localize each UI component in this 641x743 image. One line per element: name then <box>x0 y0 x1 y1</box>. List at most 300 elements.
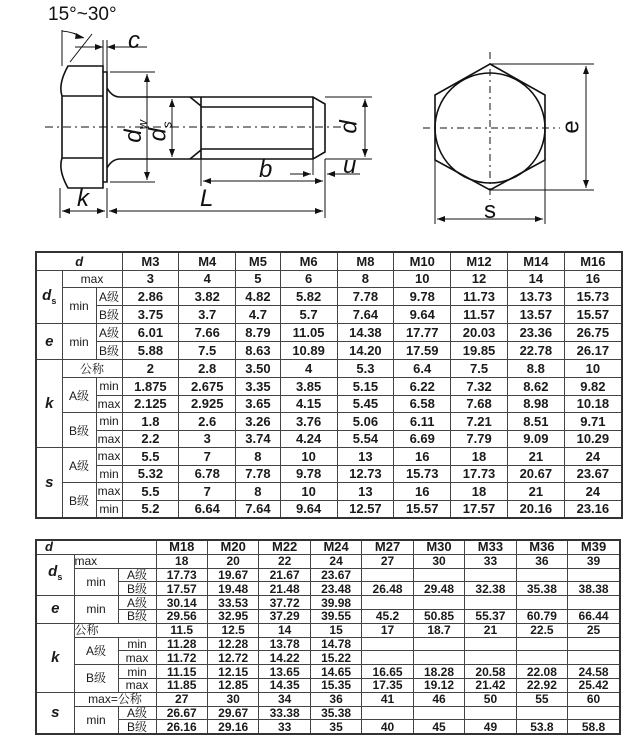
cell: 22 <box>259 554 310 568</box>
cell: 26.17 <box>564 342 622 360</box>
cell: 16 <box>394 483 451 501</box>
grade-b-label: B级 <box>118 582 156 596</box>
cell <box>516 706 567 720</box>
grade-b-label: B级 <box>96 342 122 360</box>
table-header-row <box>36 252 622 270</box>
cell: 6.4 <box>394 360 451 378</box>
min-label: min <box>74 706 118 734</box>
cell: 15.57 <box>564 306 622 324</box>
dimensions-table-m3-m16 <box>35 251 623 519</box>
dim-dw-label: $d_w$ <box>119 120 150 143</box>
table-row <box>36 413 622 431</box>
cell: 2.6 <box>179 413 236 431</box>
dim-u-label: u <box>343 152 357 179</box>
cell: 18 <box>156 554 207 568</box>
k-label: k <box>36 360 62 448</box>
cell: 23.16 <box>564 500 622 518</box>
grade-a-label: A级 <box>118 706 156 720</box>
cell: 30.14 <box>156 596 207 610</box>
table-row <box>36 609 620 623</box>
size-header: M8 <box>337 252 394 270</box>
cell: 13.78 <box>259 637 310 651</box>
cell: 22.92 <box>516 678 567 692</box>
cell: 17.73 <box>451 465 508 483</box>
cell: 8.51 <box>507 413 564 431</box>
cell: 33.53 <box>207 596 258 610</box>
cell: 16 <box>564 270 622 288</box>
cell: 35.38 <box>516 582 567 596</box>
grade-a-label: A级 <box>118 596 156 610</box>
min-label: min <box>74 568 118 596</box>
cell: 15.35 <box>310 678 361 692</box>
cell: 4.24 <box>280 430 337 448</box>
cell: 7 <box>179 448 236 466</box>
cell: 17.77 <box>394 324 451 342</box>
cell <box>465 637 516 651</box>
cell: 9.78 <box>394 288 451 306</box>
table-row <box>36 465 622 483</box>
cell: 9.09 <box>507 430 564 448</box>
s-label: s <box>36 692 74 734</box>
cell: 10.18 <box>564 395 622 413</box>
cell: 12.85 <box>207 678 258 692</box>
dim-k-label: k <box>77 185 89 212</box>
cell: 39 <box>568 554 620 568</box>
cell: 2 <box>122 360 179 378</box>
cell: 18 <box>451 448 508 466</box>
cell <box>516 596 567 610</box>
cell: 5.5 <box>122 483 179 501</box>
size-header: M22 <box>259 540 310 554</box>
cell: 23.36 <box>507 324 564 342</box>
cell: 10 <box>394 270 451 288</box>
cell: 33.38 <box>259 706 310 720</box>
cell <box>362 651 413 665</box>
dim-b-label: b <box>259 156 273 183</box>
table-row <box>36 430 622 448</box>
cell: 5.15 <box>337 378 394 396</box>
cell: 4.7 <box>236 306 281 324</box>
table-row <box>36 342 622 360</box>
cell: 14 <box>259 623 310 637</box>
grade-b-label: B级 <box>118 609 156 623</box>
table-row <box>36 678 620 692</box>
cell: 9.82 <box>564 378 622 396</box>
cell <box>568 637 620 651</box>
cell: 3 <box>122 270 179 288</box>
cell: 10 <box>280 448 337 466</box>
cell: 26.48 <box>362 582 413 596</box>
cell: 3.35 <box>236 378 281 396</box>
cell: 50 <box>465 692 516 706</box>
cell: 3.75 <box>122 306 179 324</box>
cell: 8.63 <box>236 342 281 360</box>
min-label: min <box>118 665 156 679</box>
grade-a-label: A级 <box>118 568 156 582</box>
cell: 20.67 <box>507 465 564 483</box>
cell: 19.48 <box>207 582 258 596</box>
cell <box>568 706 620 720</box>
cell: 23.48 <box>310 582 361 596</box>
cell: 6.64 <box>179 500 236 518</box>
cell: 5.88 <box>122 342 179 360</box>
cell: 32.38 <box>465 582 516 596</box>
grade-b-label: B级 <box>62 483 96 519</box>
cell: 18.28 <box>413 665 464 679</box>
cell: 11.85 <box>156 678 207 692</box>
cell: 9.64 <box>280 500 337 518</box>
cell: 15.22 <box>310 651 361 665</box>
cell <box>568 651 620 665</box>
cell: 45 <box>413 720 464 734</box>
cell: 2.125 <box>122 395 179 413</box>
cell <box>516 637 567 651</box>
cell: 2.8 <box>179 360 236 378</box>
cell: 21.48 <box>259 582 310 596</box>
table-row <box>36 306 622 324</box>
table-row <box>36 395 622 413</box>
nominal-label: 公称 <box>62 360 122 378</box>
cell: 12 <box>451 270 508 288</box>
cell: 14.38 <box>337 324 394 342</box>
cell: 7 <box>179 483 236 501</box>
cell: 36 <box>310 692 361 706</box>
table-row <box>36 651 620 665</box>
size-header: M27 <box>362 540 413 554</box>
cell: 5 <box>236 270 281 288</box>
cell: 29.56 <box>156 609 207 623</box>
cell: 3 <box>179 430 236 448</box>
dimensions-table-m18-m39 <box>35 539 621 735</box>
cell: 20 <box>207 554 258 568</box>
cell: 16.65 <box>362 665 413 679</box>
dim-c-label: c <box>128 27 140 54</box>
cell: 7.79 <box>451 430 508 448</box>
max-label: max <box>97 484 121 499</box>
cell: 10.89 <box>280 342 337 360</box>
cell: 13 <box>337 483 394 501</box>
cell: 10 <box>564 360 622 378</box>
min-label: min <box>118 637 156 651</box>
min-label: min <box>96 465 122 483</box>
cell: 5.7 <box>280 306 337 324</box>
cell: 2.2 <box>122 430 179 448</box>
min-label: min <box>62 288 96 324</box>
max-label: max <box>97 431 121 446</box>
cell <box>568 596 620 610</box>
cell <box>413 651 464 665</box>
cell: 26.75 <box>564 324 622 342</box>
cell: 11.28 <box>156 637 207 651</box>
cell: 21 <box>507 448 564 466</box>
size-header: M18 <box>156 540 207 554</box>
cell: 13.73 <box>507 288 564 306</box>
cell: 2.925 <box>179 395 236 413</box>
cell: 11.15 <box>156 665 207 679</box>
min-label: min <box>62 324 96 360</box>
cell: 3.65 <box>236 395 281 413</box>
cell: 6.78 <box>179 465 236 483</box>
table-row <box>36 360 622 378</box>
ds-label: $d_s$ <box>36 554 74 595</box>
cell: 20.16 <box>507 500 564 518</box>
cell: 13 <box>337 448 394 466</box>
cell: 33 <box>259 720 310 734</box>
cell: 39.55 <box>310 609 361 623</box>
cell: 6.69 <box>394 430 451 448</box>
cell: 17.59 <box>394 342 451 360</box>
cell: 5.54 <box>337 430 394 448</box>
cell: 22.78 <box>507 342 564 360</box>
cell: 46 <box>413 692 464 706</box>
cell <box>465 651 516 665</box>
nominal-label: 公称 <box>74 623 156 637</box>
grade-b-label: B级 <box>96 306 122 324</box>
cell: 8 <box>236 483 281 501</box>
cell <box>362 637 413 651</box>
cell: 15 <box>310 623 361 637</box>
cell: 15.73 <box>394 465 451 483</box>
cell: 11.72 <box>156 651 207 665</box>
cell: 9.71 <box>564 413 622 431</box>
size-header: M6 <box>280 252 337 270</box>
size-header: M24 <box>310 540 361 554</box>
cell: 8.79 <box>236 324 281 342</box>
cell: 14.65 <box>310 665 361 679</box>
cell: 41 <box>362 692 413 706</box>
cell <box>465 568 516 582</box>
cell: 6.58 <box>394 395 451 413</box>
table-row <box>36 582 620 596</box>
cell: 30 <box>413 554 464 568</box>
header-d-label: d <box>36 540 156 554</box>
grade-b-label: B级 <box>74 665 118 693</box>
size-header: M30 <box>413 540 464 554</box>
cell: 9.78 <box>280 465 337 483</box>
cell: 21.42 <box>465 678 516 692</box>
cell: 3.82 <box>179 288 236 306</box>
cell: 37.72 <box>259 596 310 610</box>
size-header: M12 <box>451 252 508 270</box>
cell: 29.48 <box>413 582 464 596</box>
grade-b-label: B级 <box>118 720 156 734</box>
table-row <box>36 378 622 396</box>
cell: 5.82 <box>280 288 337 306</box>
cell <box>362 706 413 720</box>
cell <box>413 706 464 720</box>
table-row <box>36 623 620 637</box>
dim-s-label: s <box>484 197 496 224</box>
max-label: max <box>118 651 156 665</box>
cell: 14 <box>507 270 564 288</box>
cell: 19.12 <box>413 678 464 692</box>
cell <box>516 651 567 665</box>
grade-a-label: A级 <box>62 448 96 483</box>
size-header: M14 <box>507 252 564 270</box>
cell: 15.57 <box>394 500 451 518</box>
cell: 6.22 <box>394 378 451 396</box>
cell: 5.45 <box>337 395 394 413</box>
bolt-drawing-lines <box>0 0 641 240</box>
cell: 23.67 <box>310 568 361 582</box>
dim-e-label: e <box>557 120 585 134</box>
cell: 39.98 <box>310 596 361 610</box>
cell: 23.67 <box>564 465 622 483</box>
cell: 11.5 <box>156 623 207 637</box>
cell: 34 <box>259 692 310 706</box>
cell: 3.74 <box>236 430 281 448</box>
cell: 7.78 <box>236 465 281 483</box>
cell: 17.35 <box>362 678 413 692</box>
cell: 38.38 <box>568 582 620 596</box>
e-label: e <box>36 596 74 624</box>
table-row <box>36 448 622 466</box>
cell: 11.05 <box>280 324 337 342</box>
cell: 53.8 <box>516 720 567 734</box>
size-header: M3 <box>122 252 179 270</box>
cell: 22.5 <box>516 623 567 637</box>
bolt-drawing <box>0 0 641 240</box>
cell: 24 <box>564 448 622 466</box>
cell: 32.95 <box>207 609 258 623</box>
table-row <box>36 270 622 288</box>
max-label: max <box>97 396 121 411</box>
table-header-row <box>36 540 620 554</box>
cell: 12.15 <box>207 665 258 679</box>
cell: 36 <box>516 554 567 568</box>
table-row <box>36 288 622 306</box>
min-label: min <box>96 413 122 431</box>
cell: 14.20 <box>337 342 394 360</box>
cell: 15.73 <box>564 288 622 306</box>
chamfer-angle-label: 15°~30° <box>48 4 117 25</box>
cell <box>516 568 567 582</box>
table-row <box>36 596 620 610</box>
cell: 7.32 <box>451 378 508 396</box>
cell: 8.98 <box>507 395 564 413</box>
cell: 35 <box>310 720 361 734</box>
grade-a-label: A级 <box>96 324 122 342</box>
cell: 8 <box>337 270 394 288</box>
cell: 26.67 <box>156 706 207 720</box>
grade-b-label: B级 <box>62 413 96 448</box>
cell: 3.76 <box>280 413 337 431</box>
cell: 5.32 <box>122 465 179 483</box>
cell: 9.64 <box>394 306 451 324</box>
table-row <box>36 720 620 734</box>
cell: 3.85 <box>280 378 337 396</box>
e-label: e <box>36 324 62 360</box>
cell: 5.5 <box>122 448 179 466</box>
cell: 17.73 <box>156 568 207 582</box>
cell: 13.57 <box>507 306 564 324</box>
cell: 12.72 <box>207 651 258 665</box>
cell: 40 <box>362 720 413 734</box>
dim-ds-label: $d_s$ <box>144 121 175 142</box>
cell: 37.29 <box>259 609 310 623</box>
cell: 4.15 <box>280 395 337 413</box>
size-header: M5 <box>236 252 281 270</box>
dim-d-label: d <box>335 120 363 134</box>
size-header: M4 <box>179 252 236 270</box>
table-row <box>36 500 622 518</box>
cell: 18.7 <box>413 623 464 637</box>
cell: 10 <box>280 483 337 501</box>
table-row <box>36 554 620 568</box>
grade-a-label: A级 <box>96 288 122 306</box>
cell: 21.67 <box>259 568 310 582</box>
size-header: M20 <box>207 540 258 554</box>
cell: 19.85 <box>451 342 508 360</box>
cell: 4 <box>179 270 236 288</box>
header-d-label: d <box>36 252 122 270</box>
cell: 27 <box>156 692 207 706</box>
grade-a-label: A级 <box>74 637 118 665</box>
cell: 55 <box>516 692 567 706</box>
table-row <box>36 706 620 720</box>
cell: 7.78 <box>337 288 394 306</box>
cell <box>568 568 620 582</box>
cell: 6.11 <box>394 413 451 431</box>
table-row <box>36 665 620 679</box>
cell: 5.06 <box>337 413 394 431</box>
table-row <box>36 483 622 501</box>
cell: 7.5 <box>179 342 236 360</box>
cell: 14.35 <box>259 678 310 692</box>
k-label: k <box>36 623 74 692</box>
cell: 14.78 <box>310 637 361 651</box>
cell <box>465 596 516 610</box>
table-row <box>36 692 620 706</box>
cell: 50.85 <box>413 609 464 623</box>
cell: 60.79 <box>516 609 567 623</box>
cell <box>413 596 464 610</box>
cell: 25.42 <box>568 678 620 692</box>
cell: 20.58 <box>465 665 516 679</box>
cell: 1.875 <box>122 378 179 396</box>
cell: 17.57 <box>156 582 207 596</box>
cell: 6.01 <box>122 324 179 342</box>
cell: 20.03 <box>451 324 508 342</box>
cell: 35.38 <box>310 706 361 720</box>
cell: 7.21 <box>451 413 508 431</box>
max-label: max <box>118 678 156 692</box>
cell: 17.57 <box>451 500 508 518</box>
size-header: M39 <box>568 540 620 554</box>
cell: 58.8 <box>568 720 620 734</box>
max-eq-nominal-label: max=公称 <box>74 692 156 706</box>
cell: 7.5 <box>451 360 508 378</box>
cell: 11.57 <box>451 306 508 324</box>
cell: 24 <box>310 554 361 568</box>
cell: 6 <box>280 270 337 288</box>
max-label: max <box>74 554 156 568</box>
cell: 25 <box>568 623 620 637</box>
cell: 29.67 <box>207 706 258 720</box>
cell: 29.16 <box>207 720 258 734</box>
cell: 7.64 <box>236 500 281 518</box>
cell: 49 <box>465 720 516 734</box>
table-row <box>36 568 620 582</box>
cell: 4 <box>280 360 337 378</box>
cell: 8.62 <box>507 378 564 396</box>
cell <box>413 637 464 651</box>
cell: 3.7 <box>179 306 236 324</box>
cell: 21 <box>507 483 564 501</box>
cell <box>413 568 464 582</box>
cell: 45.2 <box>362 609 413 623</box>
cell: 66.44 <box>568 609 620 623</box>
